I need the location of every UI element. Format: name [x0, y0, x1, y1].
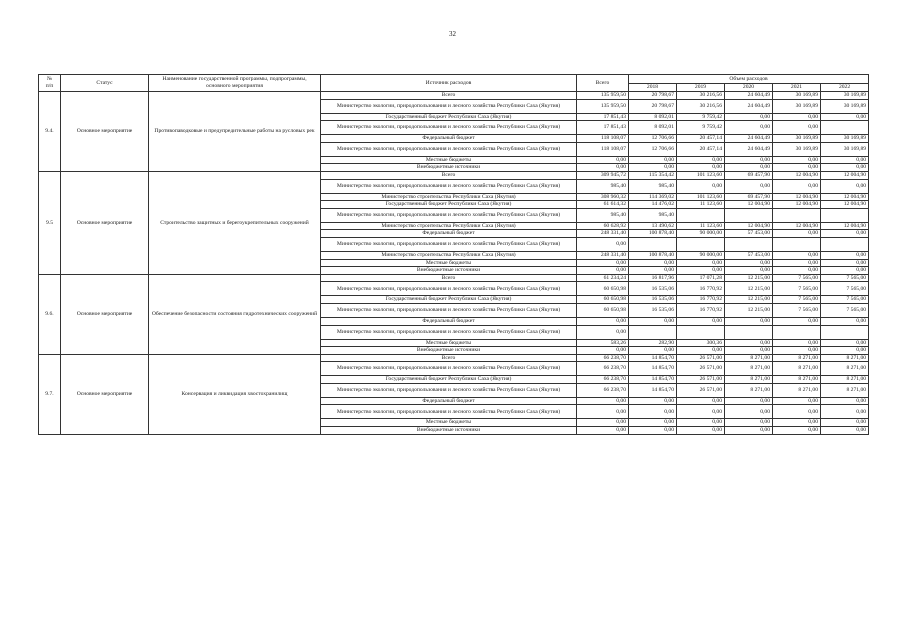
amount-year: 100 878,40: [629, 230, 677, 238]
amount-total: 0,00: [577, 397, 629, 405]
amount-year: 26 571,00: [677, 376, 725, 384]
amount-year: 0,00: [773, 230, 821, 238]
item-number: 9.4.: [39, 92, 61, 172]
amount-total: 17 851,43: [577, 113, 629, 121]
amount-year: 57 453,00: [725, 251, 773, 259]
amount-year: 16 817,96: [629, 274, 677, 282]
funding-source: Министерство экологии, природопользования и лесного хозяйства Республики Саха (Якутия): [321, 208, 577, 222]
funding-source: Министерство экологии, природопользования и лесного хозяйства Республики Саха (Якутия): [321, 325, 577, 339]
item-status: Основное мероприятие: [61, 92, 149, 172]
amount-year: 115 354,42: [629, 171, 677, 179]
item-status: Основное мероприятие: [61, 274, 149, 354]
amount-year: 0,00: [821, 230, 869, 238]
header-status: Статус: [61, 75, 149, 92]
amount-year: 12 004,90: [821, 222, 869, 230]
amount-total: 583,26: [577, 339, 629, 347]
amount-year: 0,00: [725, 397, 773, 405]
amount-year: 0,00: [773, 427, 821, 435]
amount-year: 0,00: [821, 113, 869, 121]
funding-source: Местные бюджеты: [321, 259, 577, 267]
amount-year: 16 770,92: [677, 282, 725, 296]
amount-year: 30 216,56: [677, 92, 725, 100]
table-row: [39, 274, 869, 282]
amount-year: 0,00: [773, 405, 821, 419]
amount-year: 0,00: [629, 397, 677, 405]
amount-year: 20 798,67: [629, 92, 677, 100]
amount-total: 118 108,07: [577, 135, 629, 143]
amount-total: 0,00: [577, 325, 629, 339]
amount-year: 12 004,90: [773, 193, 821, 201]
amount-year: 0,00: [773, 179, 821, 193]
amount-year: 114 369,02: [629, 193, 677, 201]
amount-year: 8 271,00: [821, 354, 869, 362]
amount-year: 12 215,00: [725, 303, 773, 317]
amount-total: 61 614,32: [577, 201, 629, 209]
page-number: 32: [449, 30, 456, 38]
funding-source: Министерство экологии, природопользования и лесного хозяйства Республики Саха (Якутия): [321, 99, 577, 113]
header-source: Источник расходов: [321, 75, 577, 92]
funding-source: Министерство экологии, природопользования и лесного хозяйства Республики Саха (Якутия): [321, 142, 577, 156]
amount-total: 66 238,70: [577, 383, 629, 397]
amount-year: 16 770,92: [677, 303, 725, 317]
amount-year: 8 092,01: [629, 113, 677, 121]
amount-year: 8 271,00: [773, 376, 821, 384]
amount-total: 17 851,43: [577, 121, 629, 135]
amount-year: 0,00: [629, 156, 677, 164]
amount-year: 30 169,89: [773, 92, 821, 100]
item-status: Основное мероприятие: [61, 354, 149, 434]
amount-total: 66 238,70: [577, 376, 629, 384]
amount-year: 101 123,60: [677, 193, 725, 201]
amount-year: 12 215,00: [725, 296, 773, 304]
item-name: Противопаводковые и предупредительные работы на русловых рек: [149, 92, 321, 172]
amount-year: 0,00: [773, 317, 821, 325]
funding-source: Всего: [321, 92, 577, 100]
amount-year: 0,00: [629, 347, 677, 355]
amount-year: 985,40: [629, 208, 677, 222]
amount-year: 14 476,02: [629, 201, 677, 209]
amount-year: 7 565,00: [821, 296, 869, 304]
amount-year: 0,00: [725, 156, 773, 164]
table-row: [39, 92, 869, 100]
item-name: Строительство защитных и берегоукрепительных сооружений: [149, 171, 321, 274]
amount-year: 0,00: [629, 317, 677, 325]
header-total: Всего: [577, 75, 629, 92]
amount-year: 0,00: [677, 179, 725, 193]
item-number: 9.7.: [39, 354, 61, 434]
funding-source: Внебюджетные источники: [321, 347, 577, 355]
amount-year: 0,00: [821, 179, 869, 193]
amount-year: 12 706,66: [629, 142, 677, 156]
amount-total: 985,40: [577, 179, 629, 193]
amount-year: 0,00: [677, 267, 725, 275]
header-volume: Объем расходов: [629, 75, 869, 84]
amount-year: 282,90: [629, 339, 677, 347]
amount-year: 0,00: [773, 397, 821, 405]
amount-year: [773, 325, 821, 339]
amount-total: 248 331,40: [577, 230, 629, 238]
amount-year: [725, 325, 773, 339]
funding-source: Федеральный бюджет: [321, 397, 577, 405]
amount-year: 8 271,00: [725, 383, 773, 397]
amount-year: 7 565,00: [821, 274, 869, 282]
table-row: [39, 354, 869, 362]
funding-source: Министерство экологии, природопользования и лесного хозяйства Республики Саха (Якутия): [321, 237, 577, 251]
amount-year: 16 535,06: [629, 296, 677, 304]
amount-year: [773, 208, 821, 222]
funding-source: Государственный бюджет Республики Саха (Якутия): [321, 376, 577, 384]
amount-year: 0,00: [725, 164, 773, 172]
funding-source: Министерство экологии, природопользования и лесного хозяйства Республики Саха (Якутия): [321, 362, 577, 376]
funding-source: Федеральный бюджет: [321, 135, 577, 143]
amount-year: 16 535,06: [629, 282, 677, 296]
amount-year: 14 854,70: [629, 383, 677, 397]
amount-year: 69 457,90: [725, 171, 773, 179]
amount-year: 0,00: [821, 156, 869, 164]
header-year: 2022: [821, 84, 869, 92]
funding-source: Государственный бюджет Республики Саха (Якутия): [321, 113, 577, 121]
amount-total: 66 238,70: [577, 362, 629, 376]
amount-year: 0,00: [677, 419, 725, 427]
amount-year: [821, 325, 869, 339]
amount-total: 66 238,70: [577, 354, 629, 362]
amount-year: 30 169,89: [773, 135, 821, 143]
amount-year: 0,00: [773, 339, 821, 347]
funding-source: Федеральный бюджет: [321, 317, 577, 325]
amount-year: 8 271,00: [821, 383, 869, 397]
header-program-name: Наименование государственной программы, подпрограммы, основного мероприятия: [149, 75, 321, 92]
amount-year: 11 123,60: [677, 201, 725, 209]
amount-total: 60 628,92: [577, 222, 629, 230]
amount-total: 135 959,50: [577, 99, 629, 113]
amount-year: 0,00: [725, 179, 773, 193]
amount-year: 0,00: [821, 259, 869, 267]
amount-year: 20 798,67: [629, 99, 677, 113]
amount-year: 0,00: [821, 347, 869, 355]
amount-year: 16 770,92: [677, 296, 725, 304]
amount-year: 90 000,00: [677, 251, 725, 259]
amount-year: 0,00: [629, 259, 677, 267]
amount-year: 12 215,00: [725, 274, 773, 282]
amount-year: 101 123,60: [677, 171, 725, 179]
amount-total: 60 650,98: [577, 282, 629, 296]
amount-year: 8 271,00: [773, 383, 821, 397]
amount-year: 8 271,00: [773, 362, 821, 376]
amount-year: 0,00: [773, 251, 821, 259]
header-year: 2018: [629, 84, 677, 92]
amount-year: 0,00: [821, 427, 869, 435]
amount-year: 30 169,89: [821, 92, 869, 100]
amount-year: 9 759,42: [677, 113, 725, 121]
amount-year: [677, 325, 725, 339]
funding-source: Внебюджетные источники: [321, 267, 577, 275]
amount-total: 0,00: [577, 259, 629, 267]
amount-year: [821, 121, 869, 135]
item-number: 9.6.: [39, 274, 61, 354]
amount-total: 118 108,07: [577, 142, 629, 156]
amount-year: [677, 208, 725, 222]
amount-year: 0,00: [629, 164, 677, 172]
amount-year: 0,00: [773, 164, 821, 172]
amount-year: 0,00: [725, 339, 773, 347]
amount-year: 0,00: [773, 419, 821, 427]
item-status: Основное мероприятие: [61, 171, 149, 274]
amount-year: 0,00: [773, 156, 821, 164]
amount-total: 0,00: [577, 267, 629, 275]
amount-year: 7 565,00: [821, 282, 869, 296]
amount-year: 24 604,49: [725, 135, 773, 143]
amount-year: 0,00: [821, 419, 869, 427]
funding-source: Местные бюджеты: [321, 156, 577, 164]
amount-year: 12 004,90: [821, 201, 869, 209]
amount-year: 7 565,00: [773, 296, 821, 304]
amount-year: [677, 237, 725, 251]
funding-source: Министерство экологии, природопользования и лесного хозяйства Республики Саха (Якутия): [321, 121, 577, 135]
amount-total: 0,00: [577, 347, 629, 355]
amount-year: 0,00: [725, 405, 773, 419]
amount-year: 0,00: [821, 339, 869, 347]
amount-total: 0,00: [577, 237, 629, 251]
funding-source: Всего: [321, 354, 577, 362]
amount-year: 14 854,70: [629, 354, 677, 362]
amount-year: 0,00: [773, 113, 821, 121]
amount-year: 26 571,00: [677, 383, 725, 397]
amount-year: 9 759,42: [677, 121, 725, 135]
amount-year: 0,00: [725, 347, 773, 355]
funding-source: Внебюджетные источники: [321, 427, 577, 435]
funding-source: Министерство строительства Республики Саха (Якутия): [321, 193, 577, 201]
amount-year: 0,00: [677, 405, 725, 419]
amount-year: 24 604,49: [725, 92, 773, 100]
amount-year: 12 004,90: [725, 201, 773, 209]
amount-year: 20 457,14: [677, 135, 725, 143]
amount-year: [725, 208, 773, 222]
amount-year: 90 000,00: [677, 230, 725, 238]
amount-year: 0,00: [725, 121, 773, 135]
amount-year: 30 169,89: [773, 99, 821, 113]
amount-year: 8 271,00: [725, 376, 773, 384]
amount-year: 8 271,00: [773, 354, 821, 362]
amount-year: 8 092,01: [629, 121, 677, 135]
amount-year: 12 004,90: [821, 171, 869, 179]
amount-year: 0,00: [725, 419, 773, 427]
amount-year: 12 004,90: [773, 201, 821, 209]
item-name: Консервация и ликвидация хвостохранилищ: [149, 354, 321, 434]
amount-total: 0,00: [577, 164, 629, 172]
funding-source: Министерство экологии, природопользования и лесного хозяйства Республики Саха (Якутия): [321, 282, 577, 296]
amount-year: 0,00: [725, 259, 773, 267]
amount-year: 69 457,90: [725, 193, 773, 201]
amount-year: 0,00: [773, 259, 821, 267]
amount-year: 0,00: [677, 259, 725, 267]
amount-total: 985,40: [577, 208, 629, 222]
amount-year: 24 604,49: [725, 142, 773, 156]
amount-year: 0,00: [773, 347, 821, 355]
funding-source: Всего: [321, 171, 577, 179]
amount-total: 0,00: [577, 156, 629, 164]
funding-source: Министерство экологии, природопользования и лесного хозяйства Республики Саха (Якутия): [321, 405, 577, 419]
amount-year: 30 169,89: [821, 99, 869, 113]
amount-year: 0,00: [821, 251, 869, 259]
amount-year: 17 071,28: [677, 274, 725, 282]
expenditure-table: [38, 74, 869, 435]
funding-source: Местные бюджеты: [321, 339, 577, 347]
amount-total: 0,00: [577, 405, 629, 419]
amount-year: 0,00: [821, 267, 869, 275]
amount-year: 11 123,60: [677, 222, 725, 230]
amount-year: 0,00: [773, 121, 821, 135]
amount-year: 7 565,00: [773, 282, 821, 296]
amount-year: 0,00: [677, 397, 725, 405]
amount-year: 26 571,00: [677, 362, 725, 376]
funding-source: Местные бюджеты: [321, 419, 577, 427]
amount-year: 0,00: [821, 405, 869, 419]
amount-year: 300,36: [677, 339, 725, 347]
amount-year: 0,00: [725, 267, 773, 275]
amount-year: 985,40: [629, 179, 677, 193]
amount-year: [773, 237, 821, 251]
amount-year: 12 004,90: [821, 193, 869, 201]
amount-year: 0,00: [677, 156, 725, 164]
funding-source: Всего: [321, 274, 577, 282]
amount-total: 0,00: [577, 317, 629, 325]
amount-year: 0,00: [677, 164, 725, 172]
amount-year: 0,00: [821, 317, 869, 325]
amount-year: 0,00: [677, 317, 725, 325]
amount-year: 8 271,00: [725, 354, 773, 362]
amount-year: 0,00: [821, 397, 869, 405]
funding-source: Федеральный бюджет: [321, 230, 577, 238]
amount-year: 13 490,62: [629, 222, 677, 230]
funding-source: Государственный бюджет Республики Саха (Якутия): [321, 296, 577, 304]
amount-year: 8 271,00: [821, 376, 869, 384]
amount-total: 248 331,40: [577, 251, 629, 259]
amount-year: 0,00: [629, 419, 677, 427]
funding-source: Министерство строительства Республики Саха (Якутия): [321, 222, 577, 230]
amount-year: 12 004,90: [725, 222, 773, 230]
amount-year: 0,00: [677, 347, 725, 355]
amount-total: 0,00: [577, 419, 629, 427]
amount-total: 0,00: [577, 427, 629, 435]
amount-year: [629, 325, 677, 339]
amount-year: 7 565,00: [773, 303, 821, 317]
amount-year: 57 453,00: [725, 230, 773, 238]
amount-total: 60 650,98: [577, 303, 629, 317]
amount-year: 0,00: [821, 164, 869, 172]
amount-year: 16 535,06: [629, 303, 677, 317]
amount-year: 26 571,00: [677, 354, 725, 362]
amount-year: [629, 237, 677, 251]
amount-year: 0,00: [629, 267, 677, 275]
funding-source: Министерство строительства Республики Саха (Якутия): [321, 251, 577, 259]
amount-year: 7 565,00: [821, 303, 869, 317]
amount-year: 0,00: [677, 427, 725, 435]
amount-total: 61 234,24: [577, 274, 629, 282]
amount-year: [725, 237, 773, 251]
table-row: [39, 171, 869, 179]
amount-year: 0,00: [725, 113, 773, 121]
amount-total: 135 959,50: [577, 92, 629, 100]
funding-source: Министерство экологии, природопользования и лесного хозяйства Республики Саха (Якутия): [321, 383, 577, 397]
amount-year: 20 457,14: [677, 142, 725, 156]
amount-year: 30 169,89: [821, 135, 869, 143]
amount-year: 30 169,89: [773, 142, 821, 156]
amount-year: 14 854,70: [629, 376, 677, 384]
amount-year: [821, 208, 869, 222]
header-number: № п/п: [39, 75, 61, 92]
amount-year: 12 706,66: [629, 135, 677, 143]
header-year: 2021: [773, 84, 821, 92]
amount-year: 0,00: [725, 427, 773, 435]
header-year: 2019: [677, 84, 725, 92]
funding-source: Государственный бюджет Республики Саха (Якутия): [321, 201, 577, 209]
amount-year: 8 271,00: [821, 362, 869, 376]
amount-year: 12 004,90: [773, 171, 821, 179]
item-number: 9.5: [39, 171, 61, 274]
amount-year: 12 215,00: [725, 282, 773, 296]
funding-source: Министерство экологии, природопользования и лесного хозяйства Республики Саха (Якутия): [321, 303, 577, 317]
amount-year: 0,00: [629, 405, 677, 419]
amount-year: 30 216,56: [677, 99, 725, 113]
amount-year: 8 271,00: [725, 362, 773, 376]
amount-total: 309 945,72: [577, 171, 629, 179]
amount-year: 14 854,70: [629, 362, 677, 376]
funding-source: Внебюджетные источники: [321, 164, 577, 172]
amount-year: 0,00: [773, 267, 821, 275]
amount-year: [821, 237, 869, 251]
amount-year: 12 004,90: [773, 222, 821, 230]
amount-year: 0,00: [725, 317, 773, 325]
amount-year: 0,00: [629, 427, 677, 435]
amount-year: 7 565,00: [773, 274, 821, 282]
amount-year: 24 604,49: [725, 99, 773, 113]
amount-total: 308 960,32: [577, 193, 629, 201]
item-name: Обеспечение безопасности состояния гидротехнических сооружений: [149, 274, 321, 354]
header-year: 2020: [725, 84, 773, 92]
amount-year: 30 169,89: [821, 142, 869, 156]
funding-source: Министерство экологии, природопользования и лесного хозяйства Республики Саха (Якутия): [321, 179, 577, 193]
amount-year: 100 878,40: [629, 251, 677, 259]
amount-total: 60 650,98: [577, 296, 629, 304]
